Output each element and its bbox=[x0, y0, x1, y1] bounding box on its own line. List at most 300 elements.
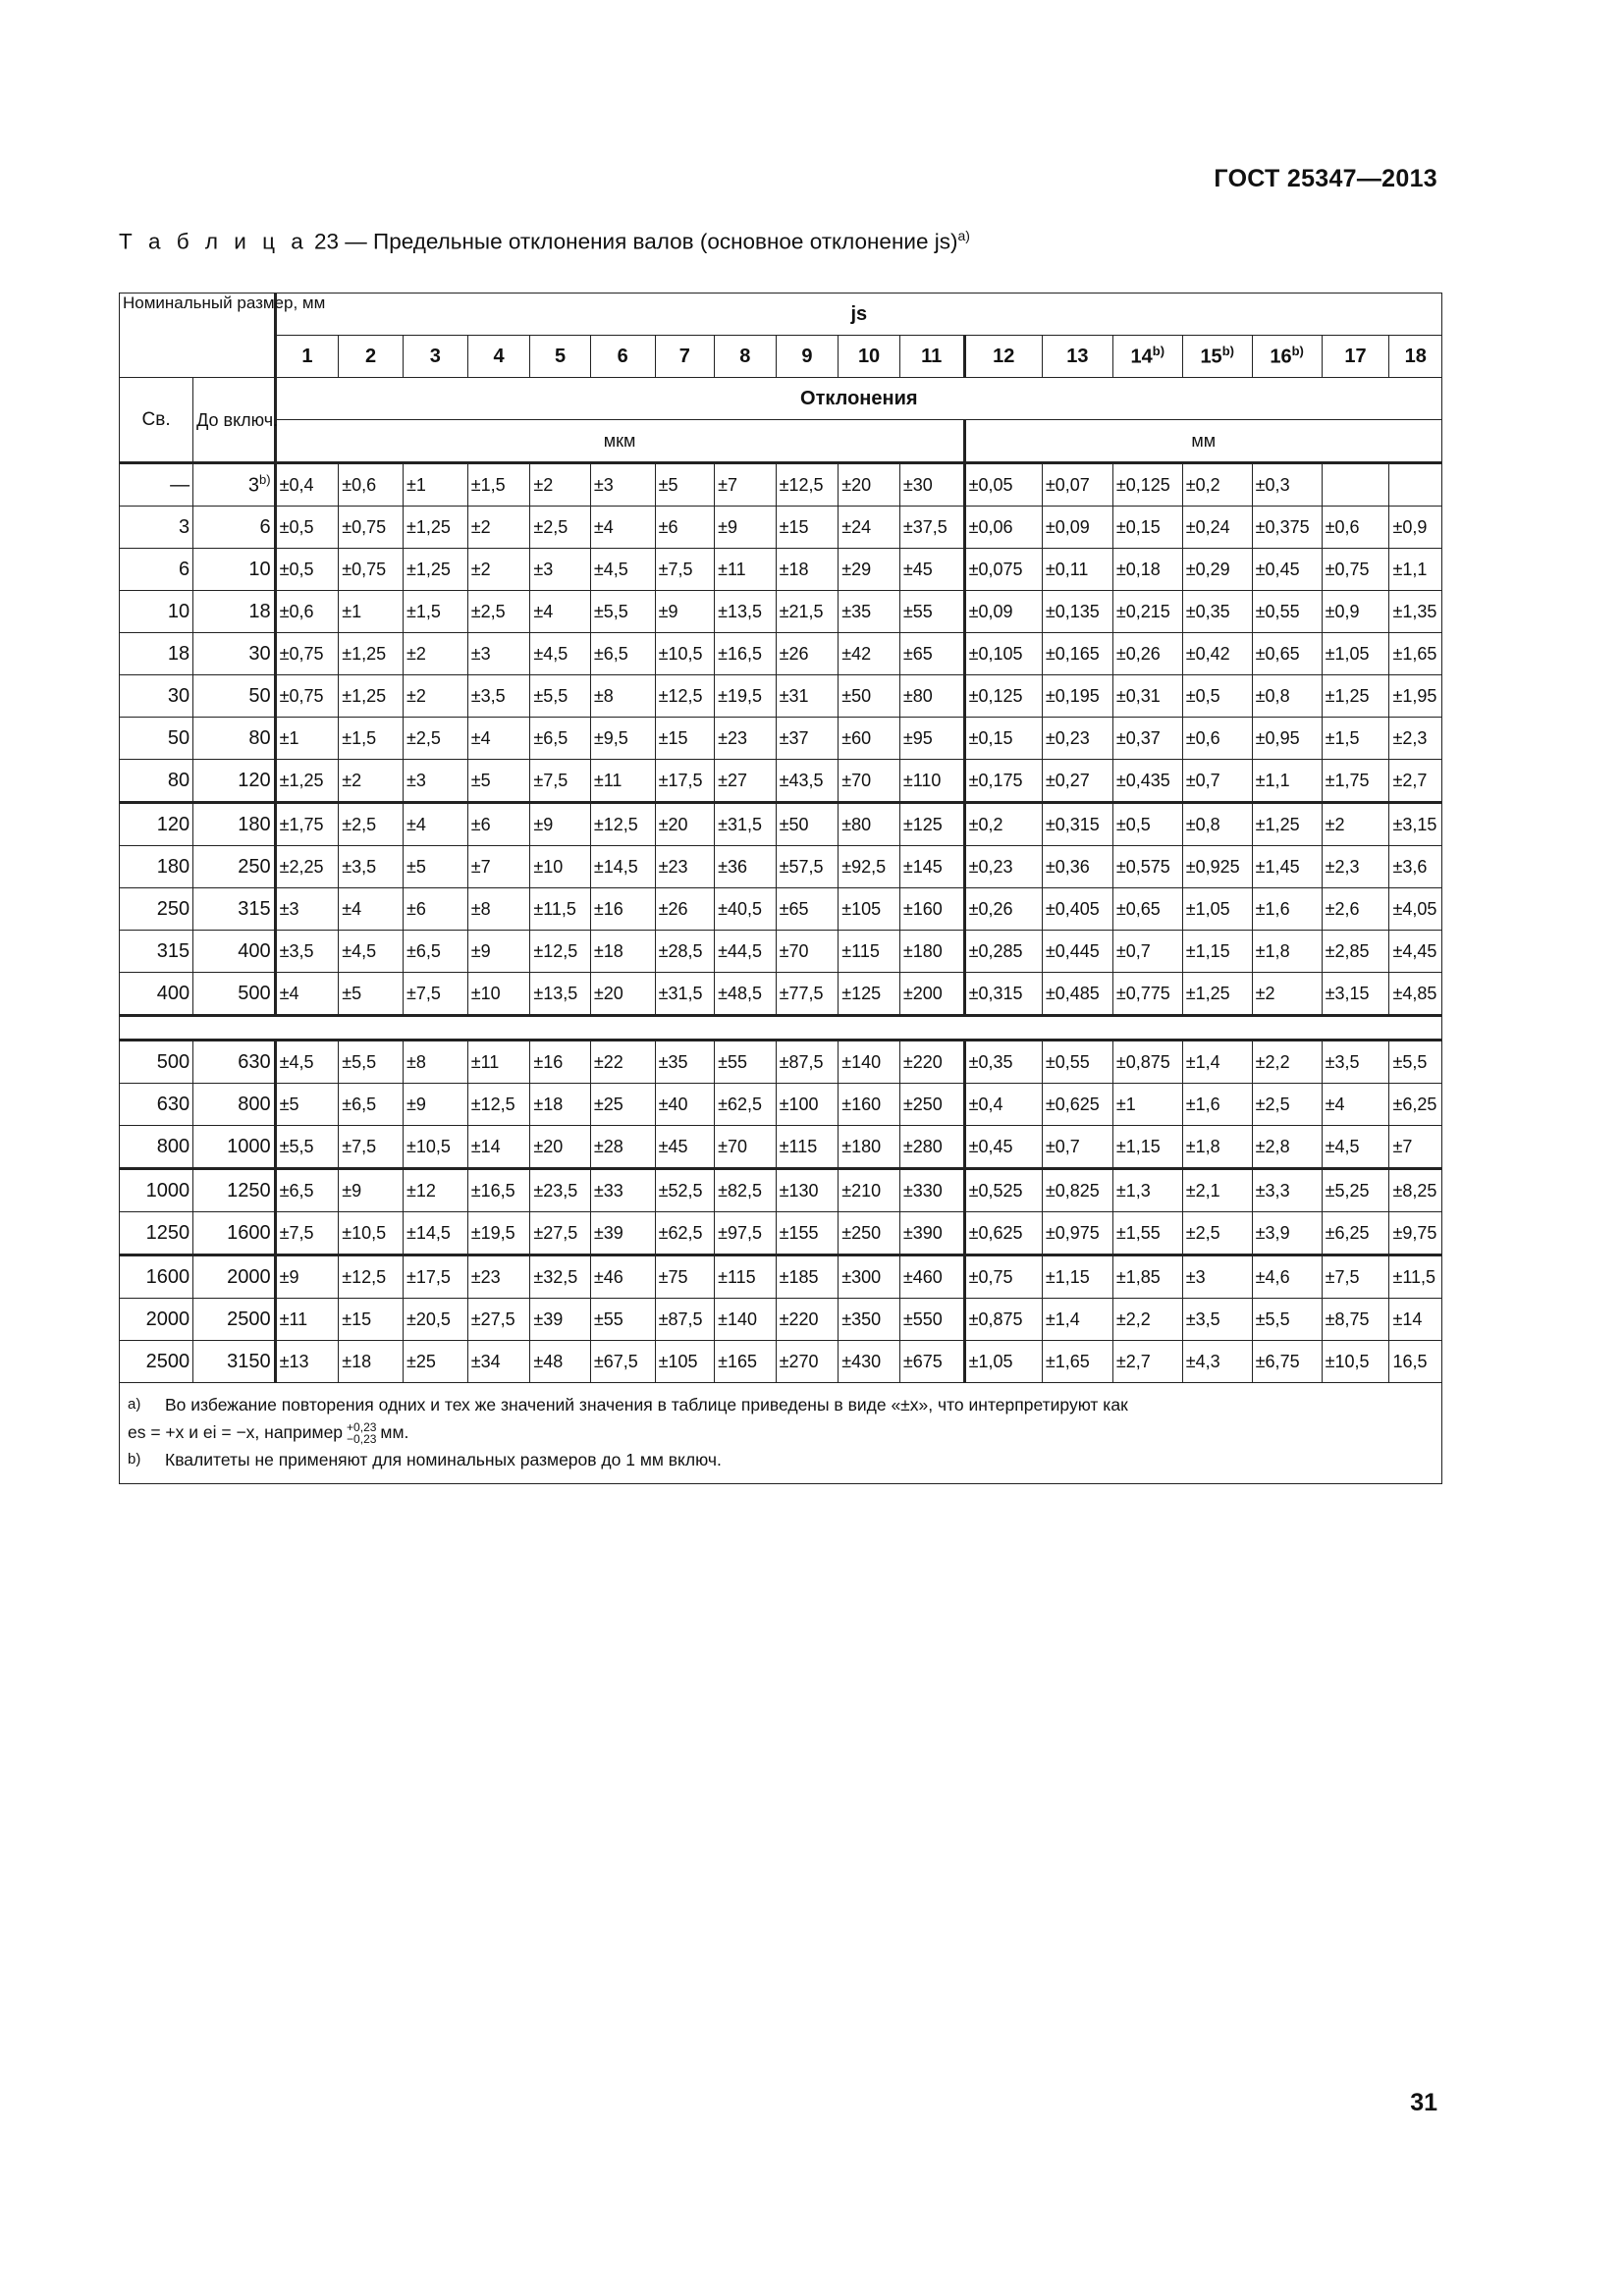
table-row bbox=[120, 888, 1442, 931]
deviation-cell: ±11,5 bbox=[530, 888, 591, 931]
deviation-cell: ±9 bbox=[655, 591, 715, 633]
header-row-deviations bbox=[120, 378, 1442, 420]
size-to-value: 30 bbox=[248, 642, 271, 665]
deviation-cell: ±0,775 bbox=[1112, 973, 1182, 1016]
deviation-cell: ±1,6 bbox=[1182, 1084, 1252, 1126]
size-over-cell: — bbox=[120, 463, 193, 507]
deviation-cell: ±25 bbox=[403, 1341, 467, 1383]
deviation-cell: ±0,165 bbox=[1042, 633, 1112, 675]
deviation-cell: ±5 bbox=[275, 1084, 339, 1126]
deviation-cell: ±12 bbox=[403, 1169, 467, 1212]
header-row-grade-group bbox=[120, 294, 1442, 336]
deviation-cell: ±675 bbox=[899, 1341, 964, 1383]
grade-footnote-mark: b) bbox=[1291, 344, 1304, 359]
table-gap-row bbox=[120, 1016, 1442, 1041]
deviation-cell: ±125 bbox=[899, 803, 964, 846]
deviation-cell: ±0,26 bbox=[1112, 633, 1182, 675]
size-to-cell bbox=[193, 1341, 275, 1383]
size-to-value: 315 bbox=[238, 897, 271, 920]
deviation-cell: ±87,5 bbox=[655, 1299, 715, 1341]
deviation-cell: ±2,8 bbox=[1252, 1126, 1322, 1169]
note-a-fraction bbox=[347, 1421, 376, 1445]
deviation-cell: ±39 bbox=[590, 1212, 655, 1255]
table-row bbox=[120, 718, 1442, 760]
size-to-cell bbox=[193, 549, 275, 591]
deviation-cell: ±1,5 bbox=[339, 718, 404, 760]
deviation-cell: ±200 bbox=[899, 973, 964, 1016]
deviation-cell: ±0,375 bbox=[1252, 507, 1322, 549]
note-a-line bbox=[128, 1391, 1434, 1418]
deviation-cell: ±28,5 bbox=[655, 931, 715, 973]
size-to-value: 800 bbox=[238, 1093, 271, 1115]
deviation-cell: ±0,75 bbox=[275, 633, 339, 675]
deviation-cell: ±7,5 bbox=[339, 1126, 404, 1169]
document-code: ГОСТ 25347—2013 bbox=[1214, 165, 1437, 192]
deviation-cell: ±1,5 bbox=[1322, 718, 1389, 760]
deviation-cell: ±2 bbox=[467, 507, 530, 549]
deviation-cell: ±28 bbox=[590, 1126, 655, 1169]
deviation-cell: ±0,5 bbox=[1112, 803, 1182, 846]
deviation-cell: ±130 bbox=[776, 1169, 839, 1212]
table-row bbox=[120, 1041, 1442, 1084]
note-b-mark: b) bbox=[128, 1451, 141, 1468]
deviation-cell: ±0,7 bbox=[1112, 931, 1182, 973]
deviation-cell: ±55 bbox=[899, 591, 964, 633]
deviation-cell: ±8,25 bbox=[1389, 1169, 1442, 1212]
size-over-cell: 6 bbox=[120, 549, 193, 591]
deviation-cell: ±70 bbox=[839, 760, 900, 803]
deviation-cell: ±0,215 bbox=[1112, 591, 1182, 633]
deviation-cell: ±4,05 bbox=[1389, 888, 1442, 931]
deviation-cell: ±8,75 bbox=[1322, 1299, 1389, 1341]
table-row bbox=[120, 549, 1442, 591]
deviation-cell: ±5,5 bbox=[275, 1126, 339, 1169]
deviation-cell: ±5 bbox=[655, 463, 715, 507]
deviation-cell: ±6,5 bbox=[275, 1169, 339, 1212]
deviation-cell: ±34 bbox=[467, 1341, 530, 1383]
deviation-cell: ±4 bbox=[275, 973, 339, 1016]
deviation-cell: ±140 bbox=[839, 1041, 900, 1084]
size-over-cell: 10 bbox=[120, 591, 193, 633]
deviation-cell: ±48,5 bbox=[715, 973, 777, 1016]
deviation-cell: ±5,25 bbox=[1322, 1169, 1389, 1212]
deviation-cell: ±0,8 bbox=[1252, 675, 1322, 718]
deviation-cell: ±2,5 bbox=[467, 591, 530, 633]
grade-header bbox=[1042, 336, 1112, 378]
deviation-cell: ±5 bbox=[339, 973, 404, 1016]
deviation-cell: ±1,95 bbox=[1389, 675, 1442, 718]
deviation-cell: ±0,8 bbox=[1182, 803, 1252, 846]
deviation-cell: ±4,5 bbox=[590, 549, 655, 591]
deviation-cell: ±1,25 bbox=[1252, 803, 1322, 846]
deviation-cell: ±2,2 bbox=[1112, 1299, 1182, 1341]
deviation-cell: ±145 bbox=[899, 846, 964, 888]
size-over-cell: 315 bbox=[120, 931, 193, 973]
note-a-frac-bottom: −0,23 bbox=[347, 1432, 377, 1447]
deviation-cell: ±3,5 bbox=[275, 931, 339, 973]
deviation-cell: ±0,5 bbox=[275, 549, 339, 591]
deviation-cell: ±20,5 bbox=[403, 1299, 467, 1341]
deviation-cell: ±65 bbox=[776, 888, 839, 931]
deviation-cell: ±2,2 bbox=[1252, 1041, 1322, 1084]
grade-number: 18 bbox=[1404, 345, 1427, 367]
deviation-cell: ±0,35 bbox=[964, 1041, 1042, 1084]
size-to-value: 400 bbox=[238, 939, 271, 962]
deviation-cell: ±330 bbox=[899, 1169, 964, 1212]
table-row bbox=[120, 463, 1442, 507]
grade-header bbox=[1182, 336, 1252, 378]
size-to-cell bbox=[193, 760, 275, 803]
size-to-cell bbox=[193, 1299, 275, 1341]
deviation-cell: ±0,15 bbox=[1112, 507, 1182, 549]
deviation-cell: ±4 bbox=[530, 591, 591, 633]
deviation-cell: ±0,625 bbox=[1042, 1084, 1112, 1126]
deviation-cell: ±9 bbox=[715, 507, 777, 549]
grade-number: 8 bbox=[739, 345, 751, 367]
deviation-cell: ±0,75 bbox=[964, 1255, 1042, 1299]
size-over-cell: 2500 bbox=[120, 1341, 193, 1383]
deviation-cell: ±0,45 bbox=[1252, 549, 1322, 591]
size-to-value: 3150 bbox=[227, 1350, 271, 1372]
deviation-cell: ±3,3 bbox=[1252, 1169, 1322, 1212]
deviation-cell: ±32,5 bbox=[530, 1255, 591, 1299]
deviation-cell: ±0,875 bbox=[1112, 1041, 1182, 1084]
deviation-cell: ±17,5 bbox=[403, 1255, 467, 1299]
deviation-cell: ±1,35 bbox=[1389, 591, 1442, 633]
size-to-cell bbox=[193, 973, 275, 1016]
deviation-cell: ±0,125 bbox=[1112, 463, 1182, 507]
deviation-cell: ±31,5 bbox=[715, 803, 777, 846]
note-a-mark: а) bbox=[128, 1396, 141, 1413]
deviation-cell: ±390 bbox=[899, 1212, 964, 1255]
deviation-cell: ±4,6 bbox=[1252, 1255, 1322, 1299]
deviation-cell: ±20 bbox=[590, 973, 655, 1016]
deviation-cell: ±180 bbox=[839, 1126, 900, 1169]
deviation-cell: 16,5 bbox=[1389, 1341, 1442, 1383]
deviation-cell: ±31,5 bbox=[655, 973, 715, 1016]
deviation-cell: ±250 bbox=[899, 1084, 964, 1126]
deviation-cell: ±250 bbox=[839, 1212, 900, 1255]
deviation-cell: ±3 bbox=[590, 463, 655, 507]
deviation-cell: ±1,25 bbox=[339, 675, 404, 718]
deviation-cell: ±15 bbox=[339, 1299, 404, 1341]
size-over-cell: 3 bbox=[120, 507, 193, 549]
deviation-cell: ±460 bbox=[899, 1255, 964, 1299]
grade-header bbox=[715, 336, 777, 378]
grade-header bbox=[899, 336, 964, 378]
deviation-cell: ±6,25 bbox=[1322, 1212, 1389, 1255]
grade-number: 12 bbox=[993, 345, 1015, 367]
size-to-cell bbox=[193, 803, 275, 846]
deviation-cell: ±2,25 bbox=[275, 846, 339, 888]
size-to-cell bbox=[193, 675, 275, 718]
deviation-cell: ±4,5 bbox=[275, 1041, 339, 1084]
deviation-cell: ±95 bbox=[899, 718, 964, 760]
deviation-cell: ±80 bbox=[839, 803, 900, 846]
table-notes bbox=[120, 1383, 1442, 1484]
deviation-cell: ±33 bbox=[590, 1169, 655, 1212]
deviation-cell: ±1,8 bbox=[1182, 1126, 1252, 1169]
deviation-cell: ±16,5 bbox=[467, 1169, 530, 1212]
deviation-cell: ±3 bbox=[467, 633, 530, 675]
deviation-cell: ±0,09 bbox=[1042, 507, 1112, 549]
deviation-cell: ±0,315 bbox=[1042, 803, 1112, 846]
deviation-cell: ±6 bbox=[467, 803, 530, 846]
deviation-cell: ±0,3 bbox=[1252, 463, 1322, 507]
deviation-cell: ±70 bbox=[776, 931, 839, 973]
deviation-cell: ±105 bbox=[839, 888, 900, 931]
deviation-cell: ±2,5 bbox=[530, 507, 591, 549]
size-over-cell: 1250 bbox=[120, 1212, 193, 1255]
table-row bbox=[120, 1169, 1442, 1212]
deviation-cell: ±11 bbox=[715, 549, 777, 591]
deviation-cell: ±1,05 bbox=[1182, 888, 1252, 931]
deviation-cell: ±1,25 bbox=[1322, 675, 1389, 718]
deviation-cell: ±9,75 bbox=[1389, 1212, 1442, 1255]
deviation-cell: ±1,3 bbox=[1112, 1169, 1182, 1212]
deviation-cell: ±0,925 bbox=[1182, 846, 1252, 888]
deviation-cell: ±0,75 bbox=[339, 549, 404, 591]
deviation-cell: ±1,25 bbox=[1182, 973, 1252, 1016]
deviation-cell: ±0,4 bbox=[964, 1084, 1042, 1126]
grade-header bbox=[275, 336, 339, 378]
grade-number: 9 bbox=[801, 345, 813, 367]
deviation-cell: ±2 bbox=[403, 633, 467, 675]
deviation-cell: ±31 bbox=[776, 675, 839, 718]
deviation-cell: ±1,55 bbox=[1112, 1212, 1182, 1255]
deviation-cell: ±0,36 bbox=[1042, 846, 1112, 888]
deviation-cell: ±16 bbox=[590, 888, 655, 931]
deviation-cell: ±0,6 bbox=[1322, 507, 1389, 549]
deviation-cell: ±0,31 bbox=[1112, 675, 1182, 718]
deviation-cell: ±2,1 bbox=[1182, 1169, 1252, 1212]
deviation-cell: ±37,5 bbox=[899, 507, 964, 549]
deviation-cell: ±3,5 bbox=[339, 846, 404, 888]
grade-header bbox=[339, 336, 404, 378]
deviation-cell: ±2,5 bbox=[1252, 1084, 1322, 1126]
grade-number: 16 bbox=[1270, 346, 1292, 368]
deviation-cell: ±0,29 bbox=[1182, 549, 1252, 591]
deviation-cell: ±3,9 bbox=[1252, 1212, 1322, 1255]
size-over-cell: 180 bbox=[120, 846, 193, 888]
deviation-cell: ±1,15 bbox=[1112, 1126, 1182, 1169]
deviation-cell: ±1,65 bbox=[1042, 1341, 1112, 1383]
grade-header bbox=[839, 336, 900, 378]
deviation-cell: ±60 bbox=[839, 718, 900, 760]
deviation-cell: ±5,5 bbox=[590, 591, 655, 633]
size-to-cell bbox=[193, 931, 275, 973]
deviation-cell: ±0,27 bbox=[1042, 760, 1112, 803]
deviation-cell: ±3 bbox=[403, 760, 467, 803]
deviation-cell: ±0,7 bbox=[1042, 1126, 1112, 1169]
deviation-cell: ±0,07 bbox=[1042, 463, 1112, 507]
deviation-cell: ±2 bbox=[339, 760, 404, 803]
grade-header bbox=[1112, 336, 1182, 378]
deviation-cell: ±16 bbox=[530, 1041, 591, 1084]
deviation-cell: ±39 bbox=[530, 1299, 591, 1341]
deviation-cell: ±125 bbox=[839, 973, 900, 1016]
size-to-value: 18 bbox=[248, 600, 271, 622]
deviation-cell: ±40,5 bbox=[715, 888, 777, 931]
deviation-cell: ±1,25 bbox=[403, 549, 467, 591]
size-to-value: 1600 bbox=[227, 1221, 271, 1244]
deviation-cell: ±1,15 bbox=[1182, 931, 1252, 973]
deviation-cell: ±0,445 bbox=[1042, 931, 1112, 973]
deviation-cell: ±0,2 bbox=[1182, 463, 1252, 507]
deviation-cell: ±18 bbox=[530, 1084, 591, 1126]
deviation-cell: ±4,85 bbox=[1389, 973, 1442, 1016]
deviation-cell: ±0,405 bbox=[1042, 888, 1112, 931]
deviation-cell: ±7,5 bbox=[655, 549, 715, 591]
js-group-header: js bbox=[275, 294, 1441, 336]
deviation-cell: ±2,3 bbox=[1322, 846, 1389, 888]
deviation-table bbox=[119, 293, 1442, 1484]
deviation-cell: ±1,4 bbox=[1042, 1299, 1112, 1341]
deviation-cell: ±430 bbox=[839, 1341, 900, 1383]
deviation-cell: ±6,5 bbox=[530, 718, 591, 760]
deviation-cell: ±7,5 bbox=[275, 1212, 339, 1255]
deviation-cell: ±12,5 bbox=[467, 1084, 530, 1126]
deviation-cell: ±57,5 bbox=[776, 846, 839, 888]
deviation-cell: ±13,5 bbox=[530, 973, 591, 1016]
deviation-cell: ±44,5 bbox=[715, 931, 777, 973]
deviation-cell: ±10,5 bbox=[339, 1212, 404, 1255]
deviation-cell: ±115 bbox=[776, 1126, 839, 1169]
deviation-cell: ±18 bbox=[590, 931, 655, 973]
deviation-cell: ±5 bbox=[467, 760, 530, 803]
deviation-cell: ±0,45 bbox=[964, 1126, 1042, 1169]
deviation-cell: ±105 bbox=[655, 1341, 715, 1383]
deviation-cell: ±10,5 bbox=[655, 633, 715, 675]
deviation-cell: ±160 bbox=[839, 1084, 900, 1126]
note-a-frac-top: +0,23 bbox=[347, 1420, 377, 1435]
deviation-cell: ±4 bbox=[467, 718, 530, 760]
deviation-cell: ±46 bbox=[590, 1255, 655, 1299]
deviation-cell: ±7 bbox=[467, 846, 530, 888]
grade-header bbox=[590, 336, 655, 378]
deviation-cell: ±19,5 bbox=[715, 675, 777, 718]
deviation-cell: ±62,5 bbox=[715, 1084, 777, 1126]
deviation-cell: ±50 bbox=[839, 675, 900, 718]
deviation-cell: ±0,625 bbox=[964, 1212, 1042, 1255]
deviation-cell: ±6,5 bbox=[339, 1084, 404, 1126]
size-to-cell bbox=[193, 507, 275, 549]
size-over-cell: 630 bbox=[120, 1084, 193, 1126]
deviation-cell: ±5,5 bbox=[339, 1041, 404, 1084]
deviation-cell: ±5,5 bbox=[530, 675, 591, 718]
grade-number: 4 bbox=[493, 345, 505, 367]
grade-header bbox=[1252, 336, 1322, 378]
table-row bbox=[120, 846, 1442, 888]
size-over-cell: 250 bbox=[120, 888, 193, 931]
deviation-cell: ±0,6 bbox=[339, 463, 404, 507]
deviation-cell: ±4 bbox=[590, 507, 655, 549]
deviation-cell: ±115 bbox=[839, 931, 900, 973]
deviation-cell: ±22 bbox=[590, 1041, 655, 1084]
deviation-cell: ±10,5 bbox=[1322, 1341, 1389, 1383]
deviation-cell: ±2 bbox=[1252, 973, 1322, 1016]
deviation-cell: ±10 bbox=[530, 846, 591, 888]
table-row bbox=[120, 760, 1442, 803]
deviation-cell: ±2,6 bbox=[1322, 888, 1389, 931]
size-to-value: 6 bbox=[259, 515, 271, 538]
deviation-cell: ±1,5 bbox=[467, 463, 530, 507]
deviation-cell: ±0,875 bbox=[964, 1299, 1042, 1341]
deviation-cell: ±23 bbox=[715, 718, 777, 760]
deviation-cell: ±8 bbox=[590, 675, 655, 718]
deviation-cell: ±4,5 bbox=[339, 931, 404, 973]
grade-number: 1 bbox=[301, 345, 313, 367]
deviation-cell: ±220 bbox=[899, 1041, 964, 1084]
deviation-cell: ±0,06 bbox=[964, 507, 1042, 549]
deviation-cell: ±0,65 bbox=[1252, 633, 1322, 675]
deviation-cell: ±87,5 bbox=[776, 1041, 839, 1084]
table-caption bbox=[119, 228, 970, 255]
deviation-cell: ±1,8 bbox=[1252, 931, 1322, 973]
deviation-cell: ±1 bbox=[1112, 1084, 1182, 1126]
deviation-cell: ±350 bbox=[839, 1299, 900, 1341]
size-to-cell bbox=[193, 1041, 275, 1084]
table-row bbox=[120, 1341, 1442, 1383]
grade-header bbox=[403, 336, 467, 378]
size-to-cell bbox=[193, 888, 275, 931]
deviation-cell: ±2,85 bbox=[1322, 931, 1389, 973]
table-row bbox=[120, 803, 1442, 846]
note-a-text: Во избежание повторения одних и тех же значений значения в таблице приведены в виде «±x», что интерпретируют как bbox=[165, 1395, 1128, 1415]
deviation-cell: ±280 bbox=[899, 1126, 964, 1169]
deviation-cell: ±9 bbox=[275, 1255, 339, 1299]
size-to-cell bbox=[193, 1126, 275, 1169]
deviation-cell: ±1,4 bbox=[1182, 1041, 1252, 1084]
table-row bbox=[120, 675, 1442, 718]
deviation-cell: ±10 bbox=[467, 973, 530, 1016]
size-to-value: 120 bbox=[238, 769, 271, 791]
size-to-cell bbox=[193, 1212, 275, 1255]
size-to-value: 80 bbox=[248, 726, 271, 749]
deviation-cell: ±21,5 bbox=[776, 591, 839, 633]
size-over-cell: 30 bbox=[120, 675, 193, 718]
size-over-cell: 1000 bbox=[120, 1169, 193, 1212]
deviation-cell: ±9 bbox=[530, 803, 591, 846]
deviation-cell: ±5,5 bbox=[1389, 1041, 1442, 1084]
deviation-cell: ±26 bbox=[776, 633, 839, 675]
deviation-cell: ±0,9 bbox=[1389, 507, 1442, 549]
size-to-value: 180 bbox=[238, 813, 271, 835]
size-over-cell: 800 bbox=[120, 1126, 193, 1169]
deviation-cell: ±0,15 bbox=[964, 718, 1042, 760]
deviation-cell: ±0,175 bbox=[964, 760, 1042, 803]
deviation-cell: ±0,5 bbox=[275, 507, 339, 549]
size-to-value: 250 bbox=[238, 855, 271, 878]
deviation-cell: ±9,5 bbox=[590, 718, 655, 760]
deviation-cell: ±1,05 bbox=[964, 1341, 1042, 1383]
deviation-cell: ±165 bbox=[715, 1341, 777, 1383]
deviation-cell: ±0,6 bbox=[275, 591, 339, 633]
deviation-cell: ±55 bbox=[590, 1299, 655, 1341]
deviation-cell: ±1,25 bbox=[275, 760, 339, 803]
deviation-cell: ±9 bbox=[339, 1169, 404, 1212]
deviation-cell: ±12,5 bbox=[655, 675, 715, 718]
grade-header bbox=[655, 336, 715, 378]
grade-number: 2 bbox=[365, 345, 377, 367]
deviation-cell: ±9 bbox=[467, 931, 530, 973]
deviation-cell: ±3,15 bbox=[1322, 973, 1389, 1016]
deviation-cell: ±7 bbox=[715, 463, 777, 507]
size-over-cell: 500 bbox=[120, 1041, 193, 1084]
deviation-cell bbox=[1389, 463, 1442, 507]
deviation-cell: ±0,18 bbox=[1112, 549, 1182, 591]
deviation-cell: ±15 bbox=[776, 507, 839, 549]
